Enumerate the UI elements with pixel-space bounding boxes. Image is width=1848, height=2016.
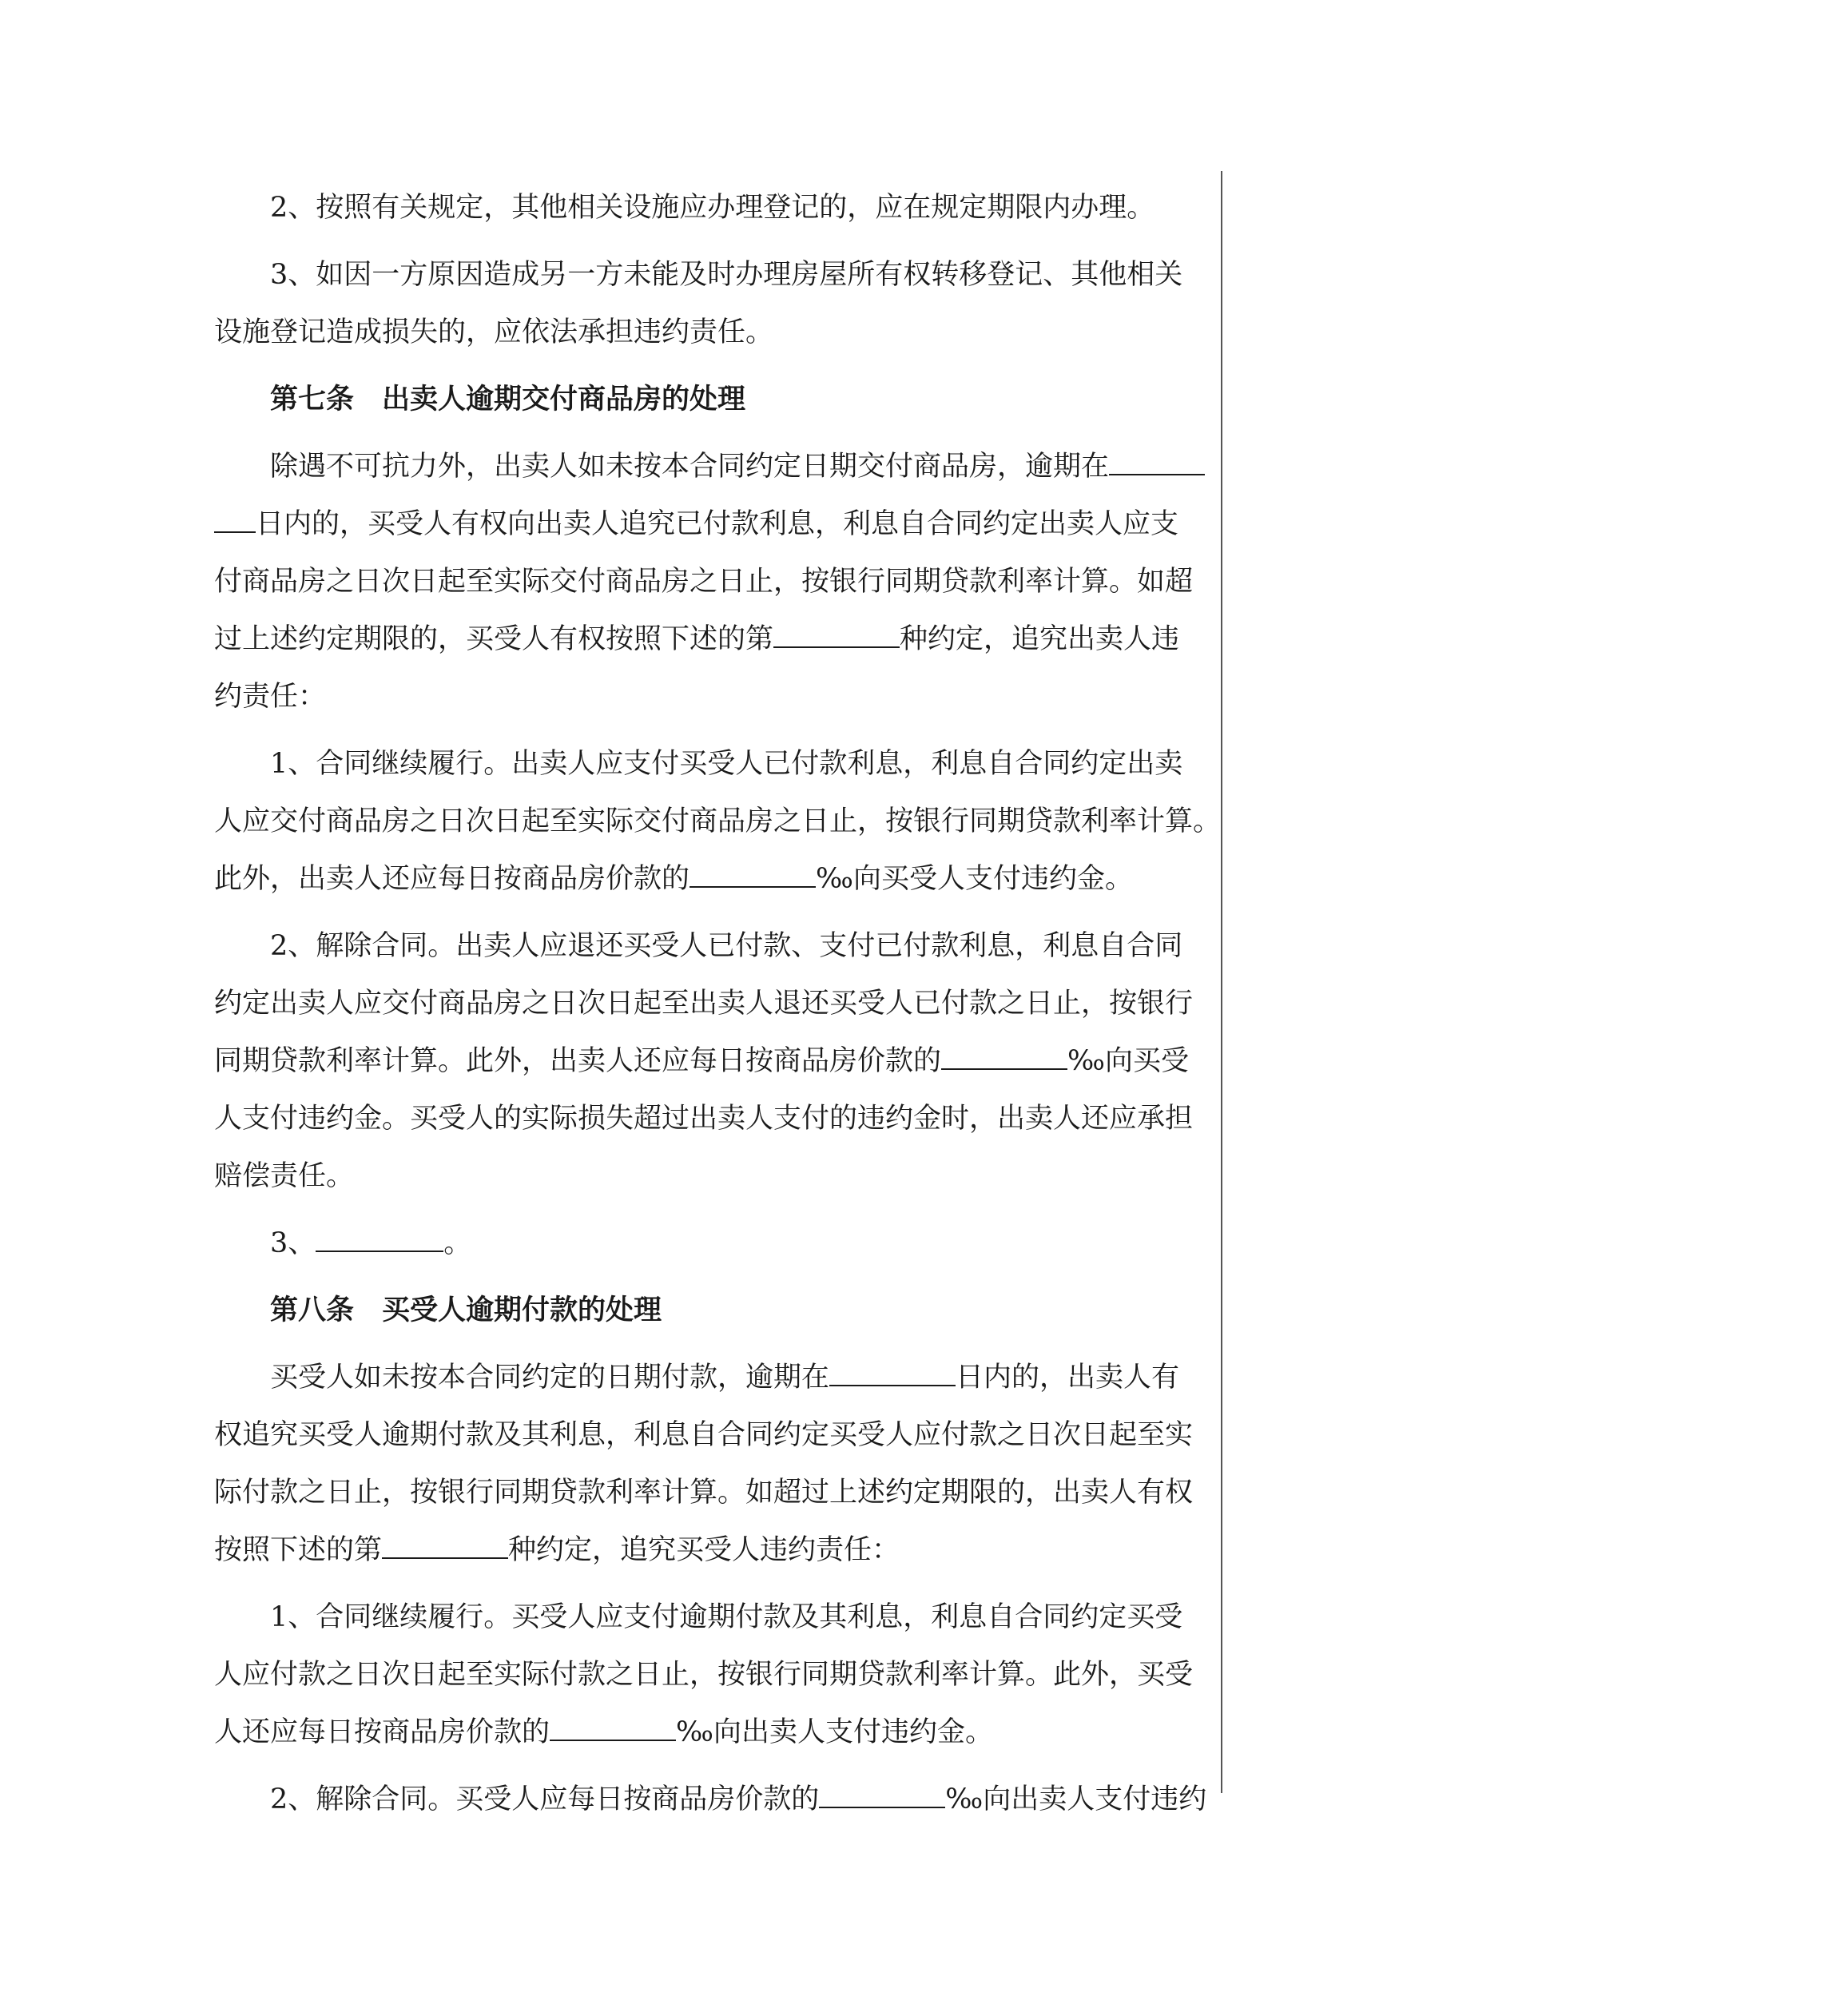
clause-line: [214, 495, 1211, 553]
article-7-heading: [214, 371, 1211, 428]
line-text: 人应交付商品房之日次日起至实际交付商品房之日止，按银行同期贷款利率计算。: [214, 805, 1222, 837]
fill-blank[interactable]: [829, 1358, 956, 1386]
line-text: 。: [443, 1227, 472, 1259]
clause-line: [214, 1090, 1211, 1147]
clause-line: [214, 1521, 1211, 1579]
line-text: ‰向买受: [1067, 1045, 1189, 1077]
clause-line: [214, 975, 1211, 1032]
line-text: 际付款之日止，按银行同期贷款利率计算。如超过上述约定期限的，出卖人有权: [214, 1477, 1194, 1509]
line-text: 2、解除合同。买受人应每日按商品房价款的: [270, 1783, 820, 1815]
line-text: 1、合同继续履行。出卖人应支付买受人已付款利息，利息自合同约定出卖: [270, 748, 1183, 780]
clause-line: [214, 1215, 1211, 1272]
clause-line: [214, 1771, 1211, 1828]
line-text: 种约定，追究出卖人违: [900, 623, 1180, 655]
heading-text: 第八条 买受人逾期付款的处理: [270, 1294, 662, 1326]
line-text: 3、如因一方原因造成另一方未能及时办理房屋所有权转移登记、其他相关: [270, 259, 1183, 291]
line-text: 种约定，追究买受人违约责任：: [508, 1534, 900, 1566]
contract-body: [214, 179, 1222, 1828]
heading-text: 第七条 出卖人逾期交付商品房的处理: [270, 383, 746, 416]
line-text: 1、合同继续履行。买受人应支付逾期付款及其利息，利息自合同约定买受: [270, 1601, 1183, 1633]
line-text: 此外，出卖人还应每日按商品房价款的: [214, 863, 690, 895]
fill-blank[interactable]: [941, 1041, 1067, 1070]
page-margin-rule: [1221, 171, 1222, 1793]
line-text: ‰向买受人支付违约金。: [816, 863, 1133, 895]
fill-blank[interactable]: [690, 859, 816, 888]
clause-line: [214, 1349, 1211, 1406]
line-text: 2、解除合同。出卖人应退还买受人已付款、支付已付款利息，利息自合同: [270, 930, 1183, 962]
clause-line: [214, 1147, 1211, 1205]
fill-blank[interactable]: [550, 1712, 676, 1741]
line-text: 日内的，出卖人有: [956, 1362, 1180, 1394]
line-text: 约定出卖人应交付商品房之日次日起至出卖人退还买受人已付款之日止，按银行: [214, 988, 1194, 1020]
clause-line: [214, 917, 1211, 975]
fill-blank[interactable]: [773, 619, 900, 648]
line-text: 人应付款之日次日起至实际付款之日止，按银行同期贷款利率计算。此外，买受: [214, 1659, 1194, 1691]
fill-blank[interactable]: [1109, 447, 1205, 475]
line-text: 买受人如未按本合同约定的日期付款，逾期在: [270, 1362, 830, 1394]
clause-line: [214, 1406, 1211, 1464]
line-text: 付商品房之日次日起至实际交付商品房之日止，按银行同期贷款利率计算。如超: [214, 566, 1194, 598]
clause-line: [214, 735, 1211, 793]
clause-line: [214, 304, 1211, 361]
line-text: 日内的，买受人有权向出卖人追究已付款利息，利息自合同约定出卖人应支: [256, 508, 1179, 540]
line-text: 人还应每日按商品房价款的: [214, 1716, 550, 1748]
article-8-heading: [214, 1282, 1211, 1339]
clause-line: [214, 610, 1211, 668]
clause-line: [214, 850, 1211, 908]
line-text: 2、按照有关规定，其他相关设施应办理登记的，应在规定期限内办理。: [270, 192, 1155, 224]
fill-blank[interactable]: [316, 1223, 443, 1252]
line-text: 赔偿责任。: [214, 1160, 355, 1192]
line-text: 设施登记造成损失的，应依法承担违约责任。: [214, 316, 774, 348]
fill-blank[interactable]: [819, 1779, 945, 1808]
clause-line: [214, 438, 1211, 495]
clause-line: [214, 1589, 1211, 1646]
line-text: ‰向出卖人支付违约: [945, 1783, 1207, 1815]
clause-line: [214, 1704, 1211, 1761]
clause-line: [214, 668, 1211, 726]
fill-blank[interactable]: [382, 1530, 508, 1559]
fill-blank[interactable]: [214, 504, 256, 533]
clause-line: [214, 553, 1211, 610]
clause-line: [214, 246, 1211, 304]
clause-line: [214, 1464, 1211, 1521]
clause-line: [214, 793, 1222, 850]
clause-line: [214, 179, 1211, 237]
line-text: ‰向出卖人支付违约金。: [676, 1716, 993, 1748]
clause-line: [214, 1032, 1211, 1090]
line-text: 人支付违约金。买受人的实际损失超过出卖人支付的违约金时，出卖人还应承担: [214, 1103, 1194, 1135]
line-text: 过上述约定期限的，买受人有权按照下述的第: [214, 623, 774, 655]
line-text: 除遇不可抗力外，出卖人如未按本合同约定日期交付商品房，逾期在: [270, 451, 1110, 483]
line-text: 权追究买受人逾期付款及其利息，利息自合同约定买受人应付款之日次日起至实: [214, 1419, 1194, 1451]
line-text: 按照下述的第: [214, 1534, 383, 1566]
line-text: 同期贷款利率计算。此外，出卖人还应每日按商品房价款的: [214, 1045, 942, 1077]
line-text: 约责任：: [214, 681, 327, 713]
clause-line: [214, 1646, 1211, 1704]
line-text: 3、: [270, 1227, 316, 1259]
